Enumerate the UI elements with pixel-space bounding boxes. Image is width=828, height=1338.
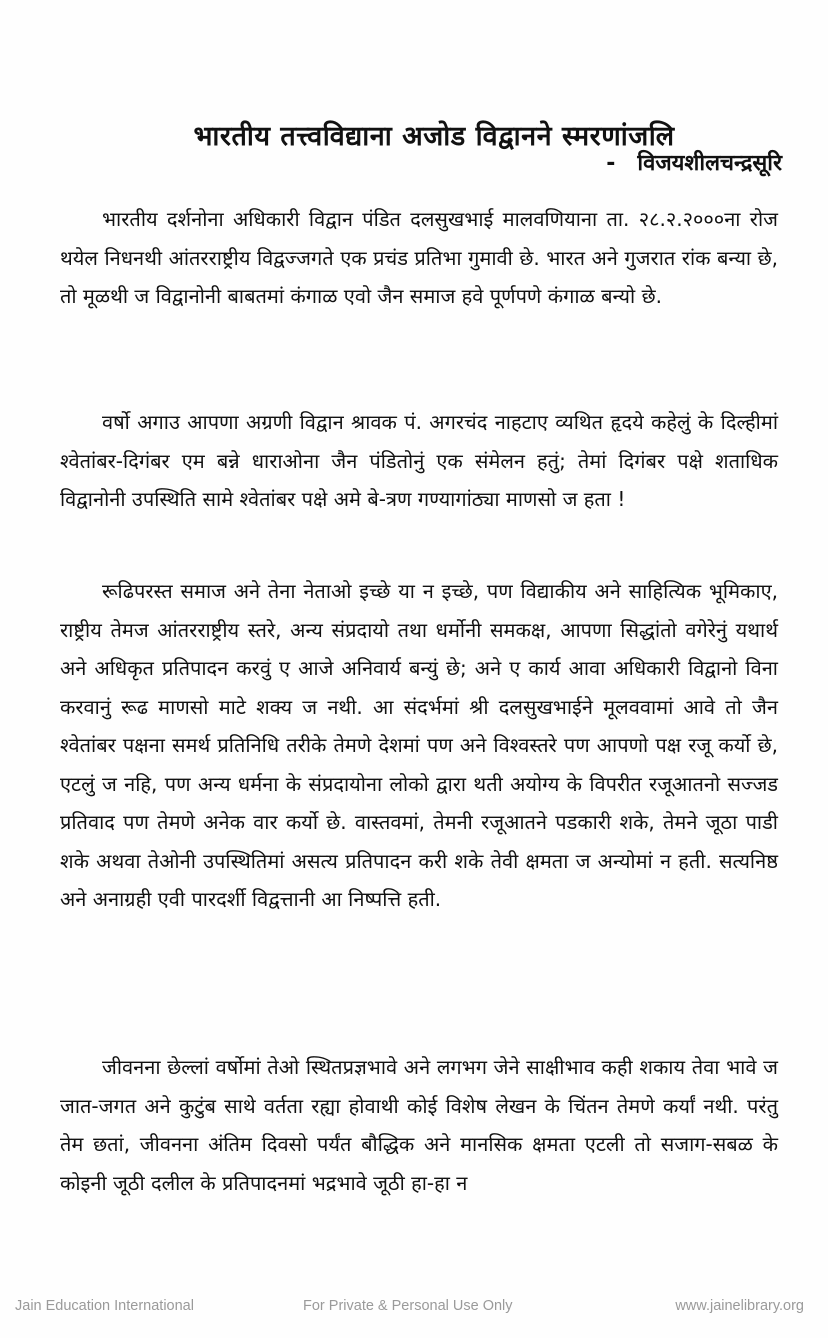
footer-publisher: Jain Education International bbox=[15, 1298, 194, 1314]
paragraph: भारतीय दर्शनोना अधिकारी विद्वान पंडित दलसुखभाई मालवणियाना ता. २८.२.२०००ना रोज थयेल निधनथी आंतरराष्ट्रीय विद्वज्जगते एक प्रचंड प्रतिभा गुमावी छे. भारत अने गुजरात रांक बन्या छे, तो मूळथी ज विद्वानोनी बाबतमां कंगाळ एवो जैन समाज हवे पूर्णपणे कंगाळ बन्यो छे. bbox=[60, 207, 778, 308]
page-title: भारतीय तत्त्वविद्याना अजोड विद्वानने स्मरणांजलि bbox=[193, 121, 675, 153]
paragraph: वर्षो अगाउ आपणा अग्रणी विद्वान श्रावक पं. अगरचंद नाहटाए व्यथित हृदये कहेलुं के दिल्हीमां श्वेतांबर-दिगंबर एम बन्ने धाराओना जैन पंडितोनुं एक संमेलन हतुं; तेमां दिगंबर पक्षे शताधिक विद्वानोनी उपस्थिति सामे श्वेतांबर पक्षे अमे बे-त्रण गण्यागांठ्या माणसो ज हता ! bbox=[60, 410, 778, 511]
paragraph-3-block bbox=[60, 572, 778, 929]
paragraph-2-block bbox=[60, 403, 778, 529]
paragraph: रूढिपरस्त समाज अने तेना नेताओ इच्छे या न इच्छे, पण विद्याकीय अने साहित्यिक भूमिकाए, राष्ट्रीय तेमज आंतरराष्ट्रीय स्तरे, अन्य संप्रदायो तथा धर्मोनी समकक्ष, आपणा सिद्धांतो वगेरेनुं यथार्थ अने अधिकृत प्रतिपादन करवुं ए आजे अनिवार्य बन्युं छे; अने ए कार्य आवा अधिकारी विद्वानो विना करवानुं रूढ माणसो माटे शक्य ज नथी. आ संदर्भमां श्री दलसुखभाईने मूलववामां आवे तो जैन श्वेतांबर पक्षना समर्थ प्रतिनिधि तरीके तेमणे देशमां पण अने विश्वस्तरे पण आपणो पक्ष रजू कर्यो छे, एटलुं ज नहि, पण अन्य धर्मना के संप्रदायोना लोको द्वारा थती अयोग्य के विपरीत रजूआतनो सज्जड प्रतिवाद पण तेमणे अनेक वार कर्यो छे. वास्तवमां, तेमनी रजूआतने पडकारी शके, तेमने जूठा पाडी शके अथवा तेओनी उपस्थितिमां असत्य प्रतिपादन करी शके तेवी क्षमता ज अन्योमां न हती. सत्यनिष्ठ अने अनाग्रही एवी पारदर्शी विद्वत्तानी आ निष्पत्ति हती. bbox=[60, 579, 778, 911]
author-dash: - bbox=[606, 151, 616, 176]
author-name: विजयशीलचन्द्रसूरि bbox=[637, 151, 782, 176]
footer-usage-notice: For Private & Personal Use Only bbox=[303, 1298, 513, 1314]
paragraph-4-block bbox=[60, 1048, 778, 1212]
author-byline bbox=[606, 147, 782, 177]
paragraph-1-block bbox=[60, 200, 778, 326]
page-footer bbox=[0, 1296, 828, 1320]
paragraph: जीवनना छेल्लां वर्षोमां तेओ स्थितप्रज्ञभावे अने लगभग जेने साक्षीभाव कही शकाय तेवा भावे ज जात-जगत अने कुटुंब साथे वर्तता रह्या होवाथी कोई विशेष लेखन के चिंतन तेमणे कर्यां नथी. परंतु तेम छतां, जीवनना अंतिम दिवसो पर्यंत बौद्धिक अने मानसिक क्षमता एटली तो सजाग-सबळ के कोइनी जूठी दलील के प्रतिपादनमां भद्रभावे जूठी हा-हा न bbox=[60, 1055, 778, 1195]
footer-website-link[interactable]: www.jainelibrary.org bbox=[675, 1298, 804, 1314]
